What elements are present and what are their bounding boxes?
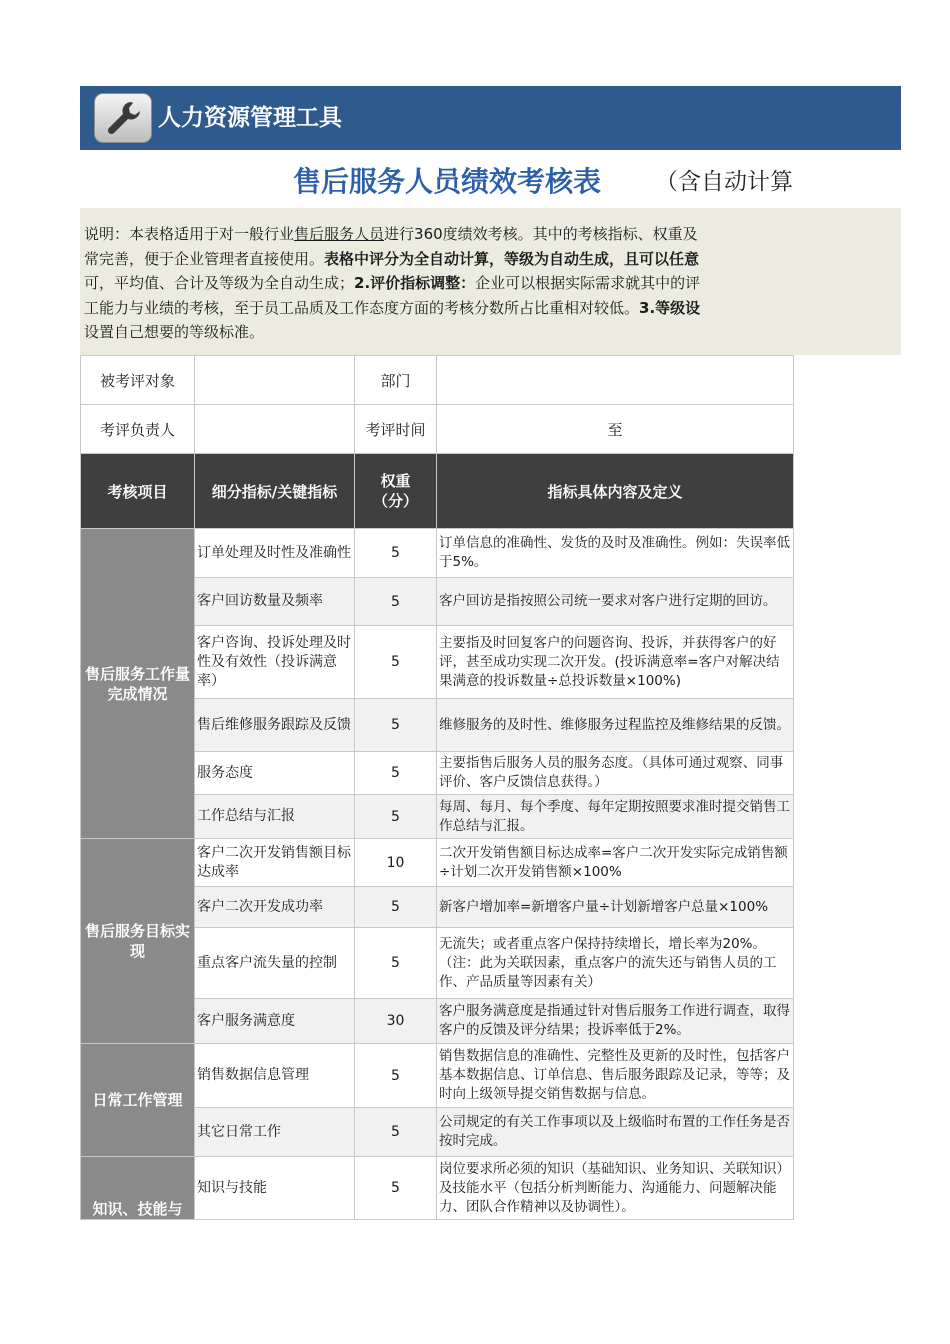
owner-label: 考评负责人 <box>81 405 195 454</box>
owner-value[interactable] <box>195 405 355 454</box>
table-row <box>81 529 794 578</box>
definition-cell: 客户回访是指按照公司统一要求对客户进行定期的回访。 <box>437 578 794 626</box>
weight-cell: 5 <box>355 752 437 795</box>
weight-cell: 5 <box>355 578 437 626</box>
indicator-cell: 售后维修服务跟踪及反馈 <box>195 699 355 752</box>
definition-cell: 岗位要求所必须的知识（基础知识、业务知识、关联知识）及技能水平（包括分析判断能力、沟通能力、问题解决能力、团队合作精神以及协调性）。 <box>437 1157 794 1220</box>
definition-cell: 公司规定的有关工作事项以及上级临时布置的工作任务是否按时完成。 <box>437 1108 794 1157</box>
definition-cell: 客户服务满意度是指通过针对售后服务工作进行调查，取得客户的反馈及评分结果；投诉率低于2%。 <box>437 999 794 1044</box>
indicator-cell: 客户二次开发销售额目标达成率 <box>195 839 355 887</box>
weight-cell: 5 <box>355 1044 437 1108</box>
time-label: 考评时间 <box>355 405 437 454</box>
sheet-title-suffix: （含自动计算 <box>655 169 793 195</box>
indicator-cell: 客户二次开发成功率 <box>195 887 355 928</box>
category-cell: 售后服务目标实现 <box>81 839 195 1044</box>
info-row <box>81 405 794 454</box>
category-cell: 知识、技能与 <box>81 1157 195 1220</box>
weight-cell: 5 <box>355 699 437 752</box>
dept-value[interactable] <box>437 356 794 405</box>
note-line: 设置自己想要的等级标准。 <box>84 323 265 341</box>
evaluation-table <box>80 355 794 1220</box>
weight-cell: 5 <box>355 795 437 839</box>
description-note <box>80 208 901 355</box>
target-value[interactable] <box>195 356 355 405</box>
definition-cell: 订单信息的准确性、发货的及时及准确性。例如：失误率低于5%。 <box>437 529 794 578</box>
table-row <box>81 1044 794 1108</box>
note-line: 工能力与业绩的考核，至于员工品质及工作态度方面的考核分数所占比重相对较低。3.等级设 <box>84 298 701 317</box>
note-line: 常完善，便于企业管理者直接使用。表格中评分为全自动计算，等级为自动生成，且可以任意 <box>84 249 700 268</box>
definition-cell: 主要指售后服务人员的服务态度。（具体可通过观察、同事评价、客户反馈信息获得。） <box>437 752 794 795</box>
time-value[interactable]: 至 <box>437 405 794 454</box>
indicator-cell: 知识与技能 <box>195 1157 355 1220</box>
definition-cell: 无流失；或者重点客户保持持续增长，增长率为20%。（注：此为关联因素，重点客户的流失还与销售人员的工作、产品质量等因素有关） <box>437 928 794 999</box>
sheet-title <box>80 160 793 204</box>
weight-cell: 5 <box>355 1157 437 1220</box>
app-banner <box>80 86 901 150</box>
weight-cell: 5 <box>355 1108 437 1157</box>
weight-cell: 5 <box>355 928 437 999</box>
category-cell: 售后服务工作量完成情况 <box>81 529 195 839</box>
indicator-cell: 服务态度 <box>195 752 355 795</box>
header-indicator: 细分指标/关键指标 <box>195 454 355 529</box>
definition-cell: 新客户增加率=新增客户量÷计划新增客户总量×100% <box>437 887 794 928</box>
definition-cell: 销售数据信息的准确性、完整性及更新的及时性，包括客户基本数据信息、订单信息、售后服务跟踪及记录，等等；及时向上级领导提交销售数据与信息。 <box>437 1044 794 1108</box>
sheet-title-main: 售后服务人员绩效考核表 <box>293 165 602 198</box>
banner-title: 人力资源管理工具 <box>158 105 342 131</box>
definition-cell: 每周、每月、每个季度、每年定期按照要求准时提交销售工作总结与汇报。 <box>437 795 794 839</box>
indicator-cell: 销售数据信息管理 <box>195 1044 355 1108</box>
indicator-cell: 客户咨询、投诉处理及时性及有效性（投诉满意率） <box>195 626 355 699</box>
definition-cell: 主要指及时回复客户的问题咨询、投诉，并获得客户的好评，甚至成功实现二次开发。(投诉满意率=客户对解决结果满意的投诉数量÷总投诉数量×100%) <box>437 626 794 699</box>
weight-cell: 5 <box>355 887 437 928</box>
indicator-cell: 客户服务满意度 <box>195 999 355 1044</box>
note-text <box>84 222 793 352</box>
indicator-cell: 其它日常工作 <box>195 1108 355 1157</box>
header-definition: 指标具体内容及定义 <box>437 454 794 529</box>
note-line: 说明：本表格适用于对一般行业售后服务人员进行360度绩效考核。其中的考核指标、权重及 <box>84 225 698 243</box>
weight-cell: 5 <box>355 529 437 578</box>
info-row <box>81 356 794 405</box>
indicator-cell: 订单处理及时性及准确性 <box>195 529 355 578</box>
indicator-cell: 重点客户流失量的控制 <box>195 928 355 999</box>
indicator-cell: 工作总结与汇报 <box>195 795 355 839</box>
definition-cell: 维修服务的及时性、维修服务过程监控及维修结果的反馈。 <box>437 699 794 752</box>
dept-label: 部门 <box>355 356 437 405</box>
table-row <box>81 1157 794 1220</box>
indicator-cell: 客户回访数量及频率 <box>195 578 355 626</box>
weight-cell: 10 <box>355 839 437 887</box>
table-row <box>81 839 794 887</box>
table-header <box>81 454 794 529</box>
note-line: 可，平均值、合计及等级为全自动生成；2.评价指标调整：企业可以根据实际需求就其中的评 <box>84 274 701 292</box>
weight-cell: 5 <box>355 626 437 699</box>
wrench-icon <box>94 93 152 143</box>
header-weight: 权重 （分） <box>355 454 437 529</box>
definition-cell: 二次开发销售额目标达成率=客户二次开发实际完成销售额÷计划二次开发销售额×100% <box>437 839 794 887</box>
header-item: 考核项目 <box>81 454 195 529</box>
target-label: 被考评对象 <box>81 356 195 405</box>
category-cell: 日常工作管理 <box>81 1044 195 1157</box>
weight-cell: 30 <box>355 999 437 1044</box>
